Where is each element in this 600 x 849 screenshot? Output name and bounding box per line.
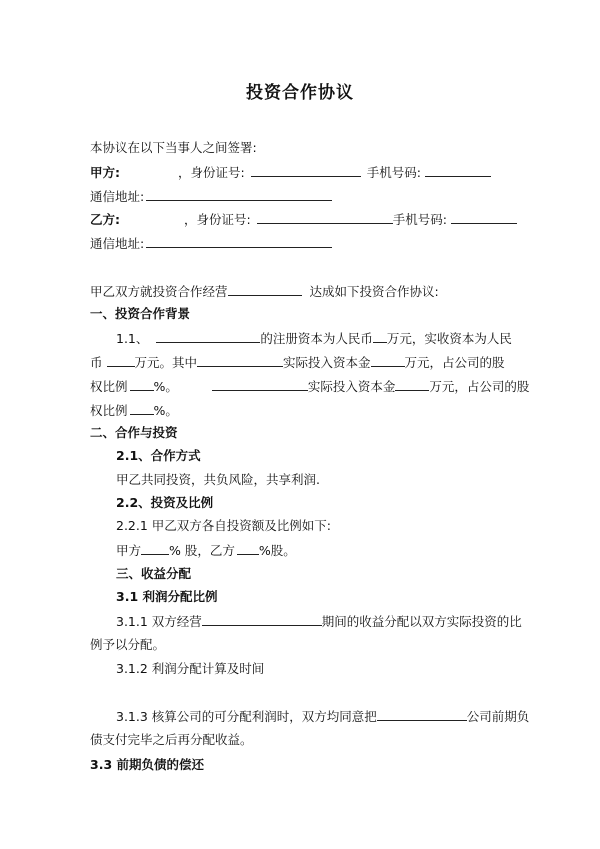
agreement-pre: 甲乙双方就投资合作经营 — [90, 284, 228, 299]
s1-p4-a: 权比例 — [90, 403, 128, 418]
s1-para-line-2 — [90, 354, 505, 371]
party-b-id-blank — [257, 211, 393, 224]
subsection-2-1-text: 甲乙共同投资，共负风险，共享利润. — [116, 472, 320, 487]
ratio-c: %股。 — [258, 543, 296, 558]
clause-3-1-2: 3.1.2 利润分配计算及时间 — [116, 661, 265, 676]
party-a-row — [90, 164, 491, 181]
ratio-line — [116, 542, 296, 559]
investor-1-blank — [197, 354, 283, 367]
clause-3-1-1-a: 3.1.1 双方经营 — [116, 614, 202, 629]
s1-p2-d: 万元，占公司的股 — [404, 355, 505, 370]
clause-3-1-3-b: 公司前期负 — [466, 709, 530, 724]
party-a-phone-blank — [425, 164, 491, 177]
ratio-b: % 股，乙方 — [169, 543, 235, 558]
party-b-address-row — [90, 235, 332, 252]
paid-capital-blank — [107, 354, 135, 367]
party-a-label: 甲方: — [90, 165, 120, 180]
ratio-a: 甲方 — [116, 543, 142, 558]
s1-para-line-1 — [116, 330, 512, 347]
s1-p3-a: 权比例 — [90, 379, 128, 394]
party-a-share-blank — [141, 542, 169, 555]
s1-p3-c: 实际投入资本金 — [307, 379, 396, 394]
party-b-id-label: 身份证号: — [196, 212, 251, 227]
party-b-address-blank — [146, 235, 332, 248]
intro-text: 本协议在以下当事人之间签署: — [90, 140, 257, 155]
subsection-3-1-heading: 3.1 利润分配比例 — [116, 589, 218, 604]
agreement-line — [90, 283, 439, 300]
company-debt-blank — [377, 708, 467, 721]
s1-p1-a: 的注册资本为人民币 — [260, 331, 373, 346]
investor-1-amount-blank — [371, 354, 405, 367]
party-b-share-blank — [237, 542, 259, 555]
s1-p2-c: 实际投入资本金 — [283, 355, 371, 370]
s1-p3-d: 万元，占公司的股 — [429, 379, 530, 394]
section-3-heading: 三、收益分配 — [116, 566, 192, 581]
clause-3-1-1-line-2: 例予以分配。 — [90, 637, 166, 652]
agreement-blank — [228, 283, 302, 296]
investor-1-ratio-blank — [130, 378, 154, 391]
party-b-comma: ， — [184, 212, 197, 227]
party-b-phone-blank — [451, 211, 517, 224]
subsection-3-3-heading: 3.3 前期负债的偿还 — [90, 757, 204, 772]
subsection-2-2-heading: 2.2、投资及比例 — [116, 495, 214, 510]
subsection-2-1-heading: 2.1、合作方式 — [116, 448, 201, 463]
s1-para-line-3 — [90, 378, 529, 395]
party-b-phone-label: 手机号码: — [392, 212, 447, 227]
s1-p1-b: 万元，实收资本为人民 — [386, 331, 512, 346]
clause-3-1-3-a: 3.1.3 核算公司的可分配利润时，双方均同意把 — [116, 709, 377, 724]
document-title: 投资合作协议 — [246, 83, 354, 103]
party-a-address-blank — [146, 188, 332, 201]
investor-2-ratio-blank — [130, 402, 154, 415]
clause-3-1-3-line-1 — [116, 708, 529, 725]
party-a-address-label: 通信地址: — [90, 189, 145, 204]
clause-2-2-1: 2.2.1 甲乙双方各自投资额及比例如下: — [116, 518, 331, 533]
s1-p4-b: %。 — [153, 403, 178, 418]
party-a-comma: ， — [178, 165, 191, 180]
investor-2-amount-blank — [395, 378, 429, 391]
clause-3-1-1-b: 期间的收益分配以双方实际投资的比 — [321, 614, 522, 629]
investor-2-blank — [212, 378, 308, 391]
registered-capital-blank — [373, 330, 387, 343]
clause-3-1-3-line-2: 债支付完毕之后再分配收益。 — [90, 732, 253, 747]
s1-para-line-4 — [90, 402, 178, 419]
s1-p2-b: 万元。其中 — [134, 355, 198, 370]
s1-p1-num: 1.1、 — [116, 331, 149, 346]
party-a-phone-label: 手机号码: — [366, 165, 421, 180]
business-period-blank — [202, 613, 322, 626]
section-1-heading: 一、投资合作背景 — [90, 306, 191, 321]
party-a-id-blank — [251, 164, 361, 177]
s1-p2-a: 币 — [90, 355, 103, 370]
party-b-address-label: 通信地址: — [90, 236, 145, 251]
party-b-row — [90, 211, 517, 228]
section-2-heading: 二、合作与投资 — [90, 425, 178, 440]
party-b-label: 乙方: — [90, 212, 120, 227]
company-blank — [156, 330, 260, 343]
party-a-id-label: 身份证号: — [190, 165, 245, 180]
s1-p3-b: %。 — [153, 379, 178, 394]
agreement-post: 达成如下投资合作协议: — [309, 284, 439, 299]
party-a-address-row — [90, 188, 332, 205]
clause-3-1-1-line-1 — [116, 613, 522, 630]
